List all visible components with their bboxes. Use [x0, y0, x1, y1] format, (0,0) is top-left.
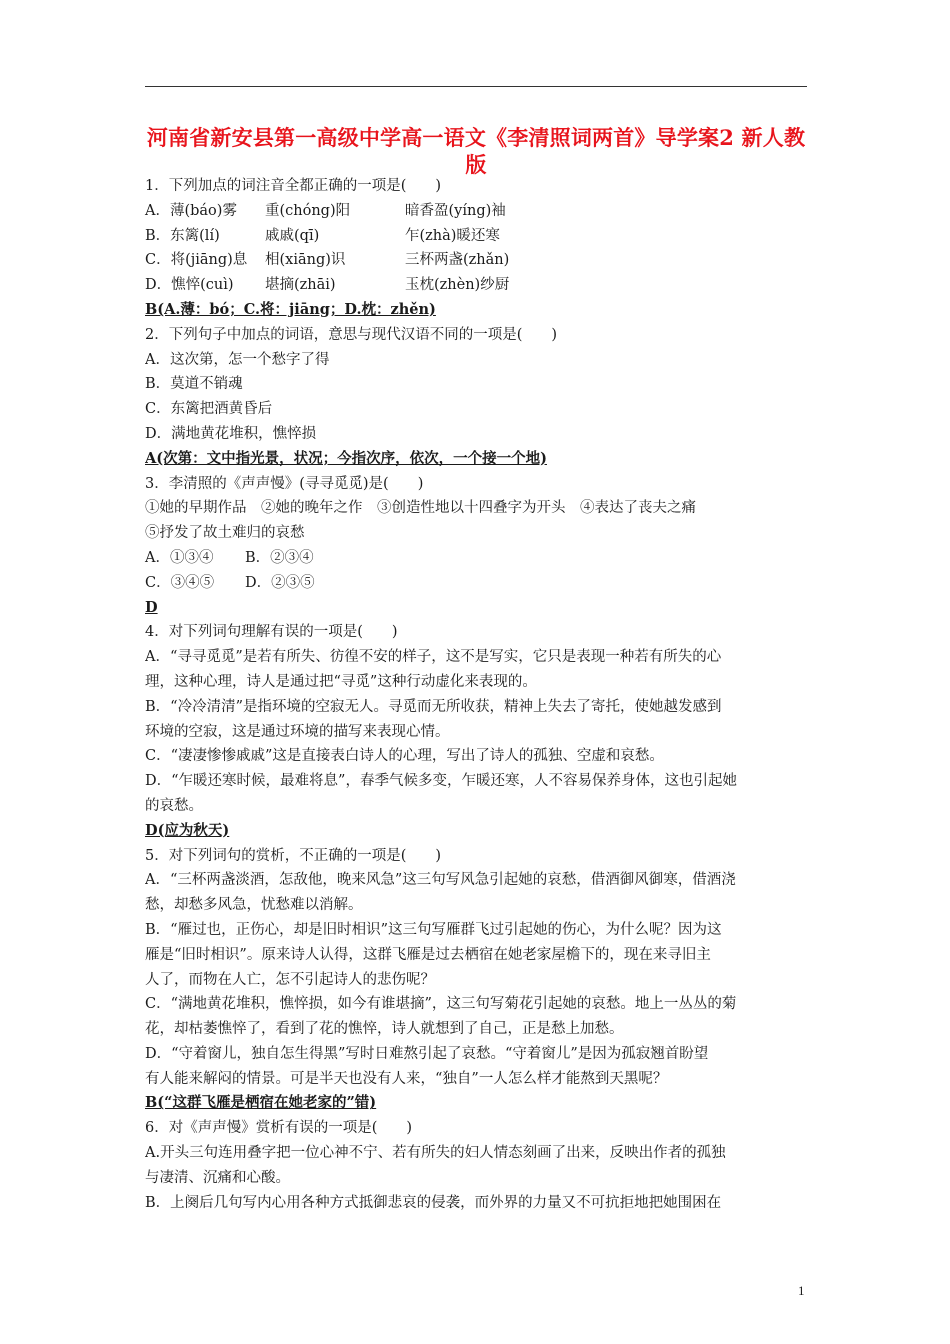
question-3-items-cont: ⑤抒发了故土难归的哀愁: [145, 525, 305, 542]
question-5-line: A．“三杯两盏淡酒，怎敌他，晚来风急”这三句写风急引起她的哀愁，借酒御风御寒，借酒浇: [145, 872, 736, 889]
question-3-options-ab: [145, 546, 810, 571]
option-part: 三杯两盏(zhǎn): [405, 252, 510, 269]
document-title: 河南省新安县第一高级中学高一语文《李清照词两首》导学案2 新人教版: [146, 125, 806, 177]
option-part: 堪摘(zhāi): [265, 277, 336, 294]
option-part: 乍(zhà)暖还寒: [405, 227, 500, 244]
question-3-stem: 3．李清照的《声声慢》(寻寻觅觅)是( ): [145, 475, 424, 492]
option-part: 戚戚(qī): [265, 227, 320, 244]
question-1-option-c: [145, 248, 810, 273]
question-5-line: D．“守着窗儿，独自怎生得黑”写时日难熬引起了哀愁。“守着窗儿”是因为孤寂翘首盼望: [145, 1045, 709, 1062]
question-4-line: A．“寻寻觅觅”是若有所失、彷徨不安的样子，这不是写实，它只是表现一种若有所失的心: [145, 649, 722, 666]
question-6-line: 与凄清、沉痛和心酸。: [145, 1169, 290, 1186]
question-1-option-d: [145, 273, 810, 298]
question-6-line: B．上阕后几句写内心用各种方式抵御悲哀的侵袭，而外界的力量又不可抗拒地把她围困在: [145, 1194, 722, 1211]
question-5-line: 人了，而物在人亡，怎不引起诗人的悲伤呢？: [145, 971, 435, 988]
question-5-line: 雁是“旧时相识”。原来诗人认得，这群飞雁是过去栖宿在她老家屋檐下的，现在来寻旧主: [145, 946, 711, 963]
option-part: A．薄(báo)雾: [145, 202, 237, 219]
question-4-answer: D(应为秋天): [145, 821, 230, 839]
question-3-answer: D: [145, 598, 158, 616]
question-1-answer: B(A.薄：bó；C.将：jiāng；D.枕：zhěn): [145, 300, 436, 318]
question-2-stem: 2．下列句子中加点的词语，意思与现代汉语不同的一项是( ): [145, 326, 558, 343]
question-2-option-d: D．满地黄花堆积，憔悴损: [145, 425, 317, 442]
question-5-line: C．“满地黄花堆积，憔悴损，如今有谁堪摘”，这三句写菊花引起她的哀愁。地上一丛丛的菊: [145, 996, 737, 1013]
question-4-line: 的哀愁。: [145, 797, 203, 814]
option-part: 玉枕(zhèn)纱厨: [405, 277, 510, 294]
question-5-line: 花，却枯萎憔悴了，看到了花的憔悴，诗人就想到了自己，正是愁上加愁。: [145, 1021, 624, 1038]
question-5-stem: 5．对下列词句的赏析，不正确的一项是( ): [145, 847, 442, 864]
document-body: [145, 174, 810, 1215]
option-part: B．东篱(lí): [145, 227, 220, 244]
option-part: D．憔悴(cuì): [145, 277, 234, 294]
question-4-stem: 4．对下列词句理解有误的一项是( ): [145, 624, 398, 641]
option-a: A．①③④: [145, 549, 214, 566]
question-5-line: 愁，却愁多风急，忧愁难以消解。: [145, 897, 363, 914]
question-6-line: A.开头三句连用叠字把一位心神不宁、若有所失的妇人情态刻画了出来，反映出作者的孤独: [145, 1145, 726, 1162]
question-4-line: B．“冷冷清清”是指环境的空寂无人。寻觅而无所收获，精神上失去了寄托，使她越发感到: [145, 698, 722, 715]
question-2-answer: A(次第：文中指光景，状况；今指次序，依次，一个接一个地): [145, 449, 547, 467]
question-5-line: 有人能来解闷的情景。可是半天也没有人来，“独自”一人怎么样才能熬到天黑呢？: [145, 1070, 668, 1087]
question-2-option-a: A．这次第，怎一个愁字了得: [145, 351, 330, 368]
question-4-line: 理，这种心理，诗人是通过把“寻觅”这种行动虚化来表现的。: [145, 673, 537, 690]
question-3-options-cd: [145, 571, 810, 596]
question-5-answer: B(“这群飞雁是栖宿在她老家的”错): [145, 1094, 377, 1112]
question-6-stem: 6．对《声声慢》赏析有误的一项是( ): [145, 1120, 413, 1137]
question-2-option-c: C．东篱把酒黄昏后: [145, 401, 273, 418]
option-b: B．②③④: [245, 549, 314, 566]
option-part: 暗香盈(yíng)袖: [405, 202, 506, 219]
question-2-option-b: B．莫道不销魂: [145, 376, 243, 393]
question-4-line: D．“乍暖还寒时候，最难将息”，春季气候多变，乍暖还寒，人不容易保养身体，这也引起她: [145, 773, 737, 790]
question-4-line: 环境的空寂，这是通过环境的描写来表现心情。: [145, 723, 450, 740]
option-c: C．③④⑤: [145, 574, 215, 591]
question-3-items: ①她的早期作品 ②她的晚年之作 ③创造性地以十四叠字为开头 ④表达了丧夫之痛: [145, 500, 696, 517]
option-part: 重(chóng)阳: [265, 202, 351, 219]
header-rule: [145, 86, 807, 87]
question-1-option-b: [145, 224, 810, 249]
question-5-line: B．“雁过也，正伤心，却是旧时相识”这三句写雁群飞过引起她的伤心，为什么呢？因为这: [145, 921, 722, 938]
page-number: 1: [798, 1283, 805, 1298]
question-4-line: C．“凄凄惨惨戚戚”这是直接表白诗人的心理，写出了诗人的孤独、空虚和哀愁。: [145, 748, 664, 765]
option-part: 相(xiāng)识: [265, 252, 346, 269]
option-part: C．将(jiāng)息: [145, 252, 248, 269]
option-d: D．②③⑤: [245, 574, 315, 591]
question-1-option-a: [145, 199, 810, 224]
question-1-stem: 1．下列加点的词注音全都正确的一项是( ): [145, 178, 442, 194]
